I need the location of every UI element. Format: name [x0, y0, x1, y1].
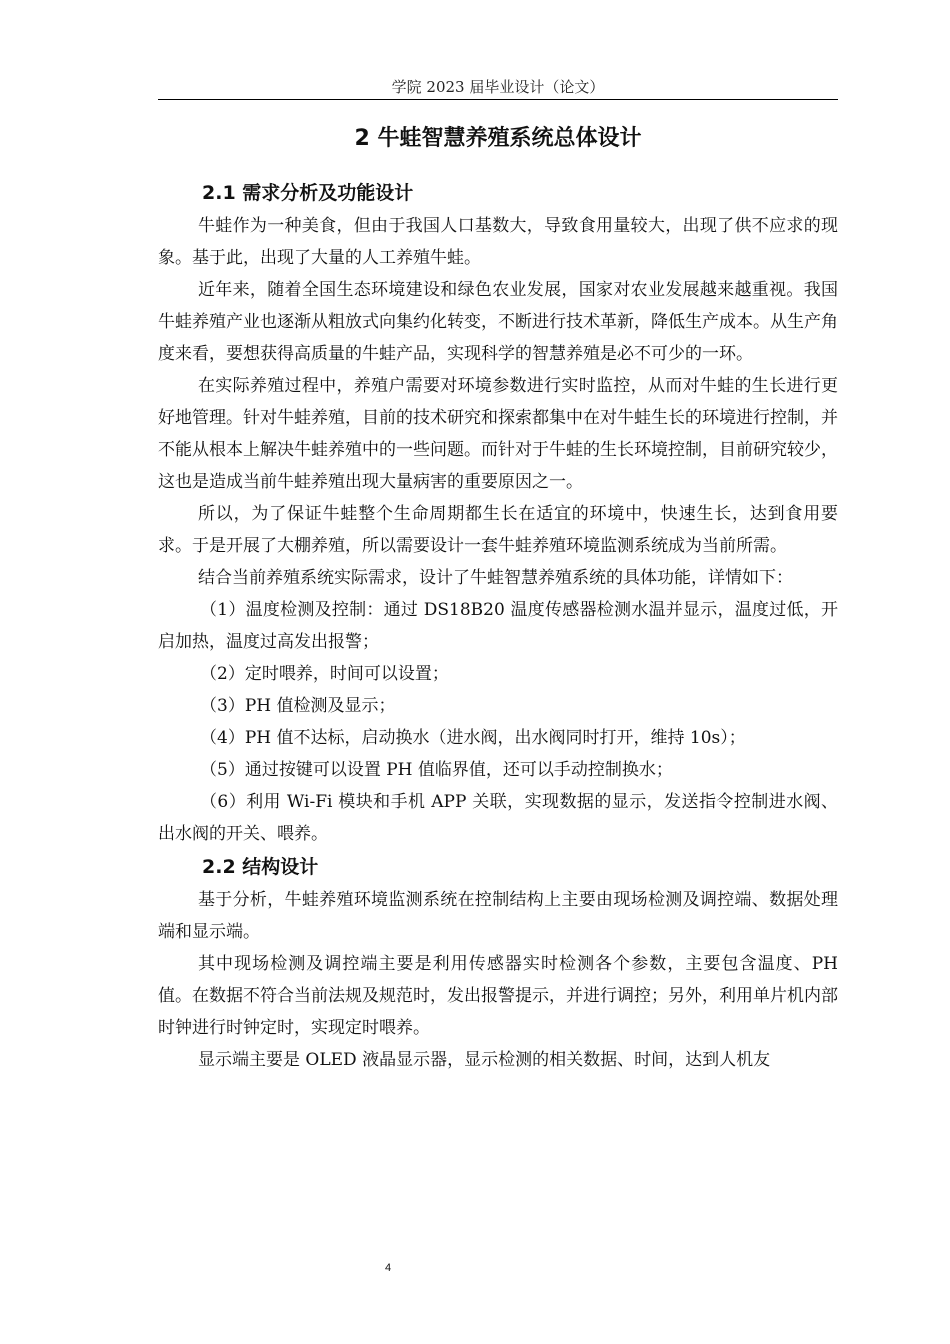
section-title: 2.1 需求分析及功能设计 [202, 182, 414, 204]
function-list-item: （3）PH 值检测及显示； [200, 696, 396, 716]
body-paragraph: 所以，为了保证牛蛙整个生命周期都生长在适宜的环境中，快速生长，达到食用要求。于是开展了大棚养殖，所以需要设计一套牛蛙养殖环境监测系统成为当前所需。 [158, 504, 838, 556]
section-title: 2.2 结构设计 [202, 856, 319, 878]
function-list-item: （5）通过按键可以设置 PH 值临界值，还可以手动控制换水； [200, 760, 673, 780]
running-header: 学院 2023 届毕业设计（论文） [391, 78, 605, 96]
body-paragraph: 近年来，随着全国生态环境建设和绿色农业发展，国家对农业发展越来越重视。我国牛蛙养殖产业也逐渐从粗放式向集约化转变，不断进行技术革新，降低生产成本。从生产角度来看，要想获得高质量的牛蛙产品，实现科学的智慧养殖是必不可少的一环。 [158, 280, 838, 364]
function-list-item: （1）温度检测及控制：通过 DS18B20 温度传感器检测水温并显示，温度过低，开启加热，温度过高发出报警； [158, 600, 838, 652]
function-list-item: （4）PH 值不达标，启动换水（进水阀，出水阀同时打开，维持 10s）； [200, 728, 746, 748]
body-paragraph: 其中现场检测及调控端主要是利用传感器实时检测各个参数，主要包含温度、PH 值。在数据不符合当前法规及规范时，发出报警提示，并进行调控；另外，利用单片机内部时钟进行时钟定时，实现定时喂养。 [158, 954, 838, 1038]
body-paragraph: 牛蛙作为一种美食，但由于我国人口基数大，导致食用量较大，出现了供不应求的现象。基于此，出现了大量的人工养殖牛蛙。 [158, 216, 838, 268]
body-paragraph: 显示端主要是 OLED 液晶显示器，显示检测的相关数据、时间，达到人机友 [198, 1050, 771, 1070]
body-paragraph: 结合当前养殖系统实际需求，设计了牛蛙智慧养殖系统的具体功能，详情如下： [198, 568, 793, 588]
page-body [158, 118, 838, 1076]
function-list-item: （6）利用 Wi-Fi 模块和手机 APP 关联，实现数据的显示，发送指令控制进水阀、出水阀的开关、喂养。 [158, 792, 838, 844]
body-paragraph: 在实际养殖过程中，养殖户需要对环境参数进行实时监控，从而对牛蛙的生长进行更好地管理。针对牛蛙养殖，目前的技术研究和探索都集中在对牛蛙生长的环境进行控制，并不能从根本上解决牛蛙养殖中的一些问题。而针对于牛蛙的生长环境控制，目前研究较少，这也是造成当前牛蛙养殖出现大量病害的重要原因之一。 [158, 376, 838, 492]
chapter-title: 2 牛蛙智慧养殖系统总体设计 [354, 126, 642, 151]
body-paragraph: 基于分析，牛蛙养殖环境监测系统在控制结构上主要由现场检测及调控端、数据处理端和显示端。 [158, 890, 838, 942]
page-number: 4 [384, 1262, 392, 1274]
header-rule [158, 99, 838, 100]
function-list-item: （2）定时喂养，时间可以设置； [200, 664, 449, 684]
